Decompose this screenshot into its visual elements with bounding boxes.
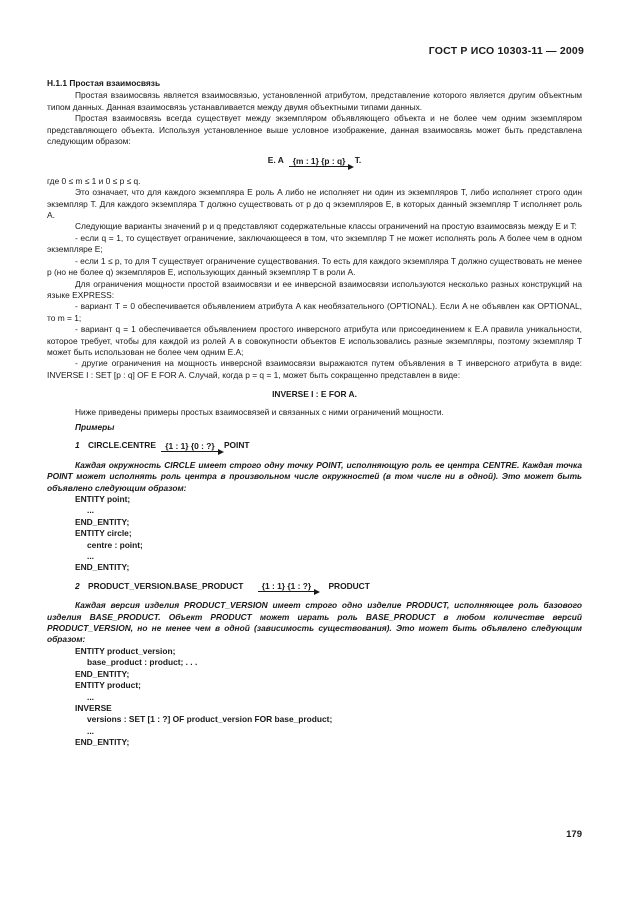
code-line: END_ENTITY;	[75, 516, 130, 527]
example-number: 2	[75, 580, 80, 591]
code-line: INVERSE	[75, 702, 112, 713]
code-line: ENTITY point;	[75, 494, 131, 504]
paragraph: Ниже приведены примеры простых взаимосвязей и связанных с ними ограничений мощности.	[75, 406, 444, 417]
paragraph: Для ограничения мощности простой взаимосвязи и ее инверсной взаимосвязи используются несколько разных конструкций на языке EXPRESS:	[47, 278, 582, 300]
standard-header: ГОСТ Р ИСО 10303-11 — 2009	[428, 45, 584, 57]
cardinality-arrow	[289, 156, 350, 167]
code-line: versions : SET [1 : ?] OF product_version FOR base_product;	[87, 714, 333, 725]
cardinality-label: {1 : 1} {1 : ?}	[261, 581, 312, 592]
relationship-formula	[47, 155, 582, 166]
code-line: centre : point;	[87, 539, 143, 550]
page-content	[47, 78, 582, 749]
example-1-formula	[47, 440, 582, 451]
code-line: END_ENTITY;	[75, 737, 130, 748]
paragraph: - если q = 1, то существует ограничение, заключающееся в том, что экземпляр T не может исполнять роль A более чем в одном экземпляре E;	[47, 232, 582, 255]
code-line: ...	[87, 725, 94, 736]
code-line: ENTITY circle;	[75, 528, 132, 539]
code-line: ...	[87, 551, 94, 562]
paragraph: Простая взаимосвязь всегда существует между экземпляром объявляющего объекта и не более чем одним экземпляром представляющего объекта. Используя установленное выше условное изображение, данная взаимосвязь может быть представлена следующим образом:	[47, 113, 582, 147]
paragraph: Простая взаимосвязь является взаимосвязью, установленной атрибутом, представление которого является другим объектным типом данных. Данная взаимосвязь устанавливается между двумя объектными типами данных.	[47, 90, 582, 112]
example-2-description: Каждая версия изделия PRODUCT_VERSION имеет строго одно изделие PRODUCT, исполняющее роль базового изделия BASE_PRODUCT. Объект PRODUCT может играть роль BASE_PRODUCT в любом количестве версий PRODUCT_VERSION, но не менее чем в одной (зависимость существования). Это может быть объявлено следующим образом:	[47, 600, 582, 645]
where-line: где 0 ≤ m ≤ 1 и 0 ≤ p ≤ q.	[47, 175, 141, 186]
inverse-short-form: INVERSE I : E FOR A.	[272, 389, 357, 400]
page-number: 179	[566, 829, 582, 840]
example-right: PRODUCT	[328, 580, 370, 591]
paragraph: - если 1 ≤ p, то для T существует ограничение существования. То есть для каждого экземпляра T должно существовать не менее p (но не более q) экземпляров E, использующих данный экземпляр T в роли A.	[47, 255, 582, 278]
section-title: Н.1.1 Простая взаимосвязь	[47, 78, 161, 88]
example-left: CIRCLE.CENTRE	[88, 440, 156, 451]
paragraph: Следующие варианты значений p и q представляют содержательные классы ограничений на простую взаимосвязь между E и T:	[75, 221, 577, 232]
cardinality-arrow	[258, 581, 315, 592]
example-1-description: Каждая окружность CIRCLE имеет строго одну точку POINT, исполняющую роль ее центра CENTRE. Каждая точка POINT может исполнять роль центра в произвольном числе окружностей (в том числе ни в одной). Это может быть объявлено следующим образом:	[47, 459, 582, 493]
code-line: END_ENTITY;	[75, 562, 130, 573]
code-line: ENTITY product_version;	[75, 645, 176, 656]
code-line: base_product : product; . . .	[87, 657, 198, 668]
cardinality-label: {m : 1} {p : q}	[292, 155, 346, 166]
example-number: 1	[75, 440, 80, 451]
code-line: END_ENTITY;	[75, 668, 130, 679]
code-line: ENTITY product;	[75, 680, 141, 691]
example-right: POINT	[223, 440, 250, 451]
paragraph: - вариант q = 1 обеспечивается объявлением простого инверсного атрибута или присоединением к E.A правила уникальности, которое требует, чтобы для каждой из ролей A в совокупности объектов E использовались разные экземпляры, поэтому экземпляр T может быть использован не более чем одним E.A;	[47, 324, 582, 357]
examples-title: Примеры	[75, 421, 115, 432]
code-line: ...	[87, 691, 94, 702]
example-2-formula	[47, 581, 582, 592]
formula-right: T.	[354, 155, 362, 166]
code-line: ...	[87, 505, 94, 516]
paragraph: Это означает, что для каждого экземпляра E роль A либо не исполняет ни один из экземпляров T, либо исполняет строго один экземпляр T. Для каждого экземпляра T должно существовать от p до q экземпляров E, в которых данный экземпляр T исполняет роль A.	[47, 187, 582, 221]
paragraph: - другие ограничения на мощность инверсной взаимосвязи выражаются путем объявления в T инверсного атрибута в виде: INVERSE I : SET [p : q] OF E FOR A. Случай, когда p = q = 1, может быть сокращенно представлен в виде:	[47, 358, 582, 380]
cardinality-arrow	[161, 441, 218, 452]
paragraph: - вариант T = 0 обеспечивается объявлением атрибута A как необязательного (OPTIONAL). Если A не объявлен как OPTIONAL, то m = 1;	[47, 301, 582, 323]
cardinality-label: {1 : 1} {0 : ?}	[165, 440, 215, 451]
formula-left: E. A	[267, 155, 284, 166]
example-left: PRODUCT_VERSION.BASE_PRODUCT	[88, 580, 244, 591]
